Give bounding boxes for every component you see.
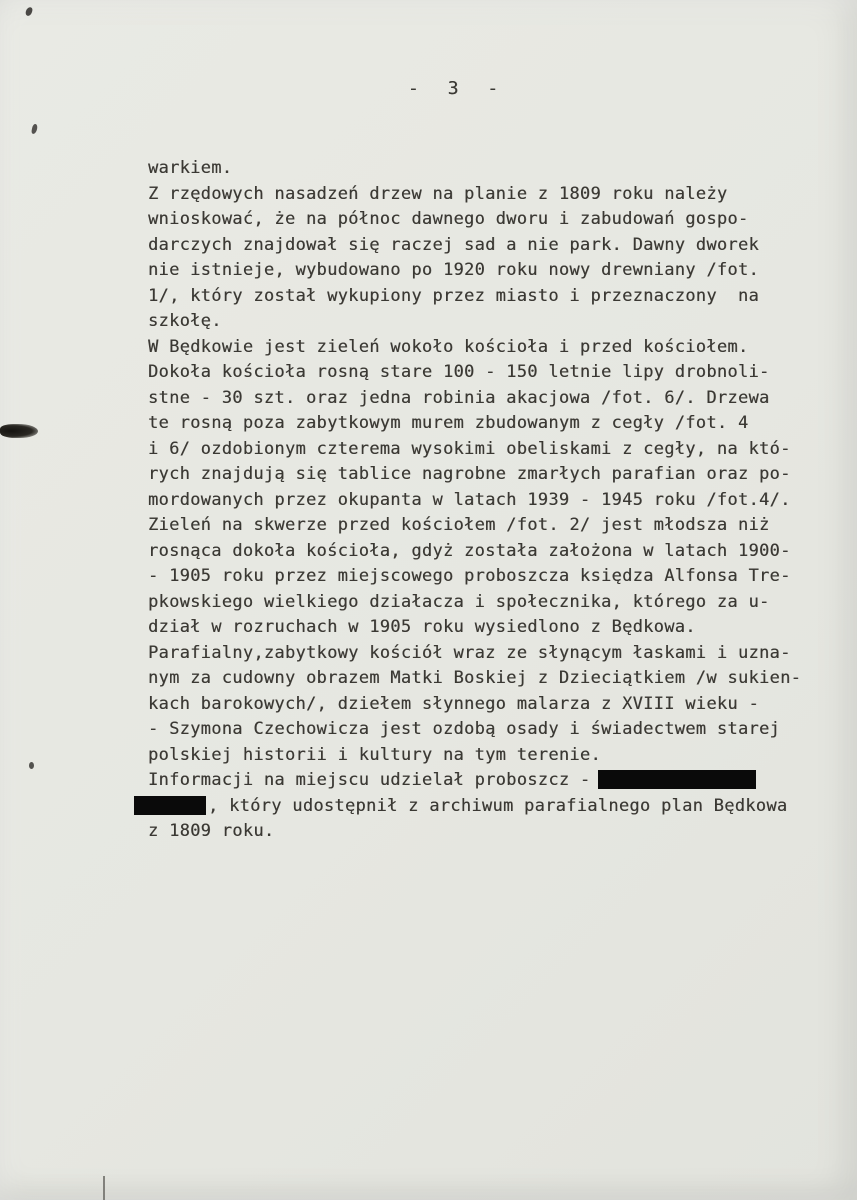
text-line: rosnąca dokoła kościoła, gdyż została założona w latach 1900- bbox=[148, 540, 791, 561]
text-line: darczych znajdował się raczej sad a nie park. Dawny dworek bbox=[148, 234, 760, 255]
text-line: Parafialny,zabytkowy kościół wraz ze słynącym łaskami i uzna- bbox=[148, 642, 791, 663]
text-line: 1/, który został wykupiony przez miasto i przeznaczony na bbox=[148, 285, 760, 306]
text-line-with-redaction bbox=[148, 794, 820, 820]
redaction-bar bbox=[134, 796, 206, 815]
scan-artifact-mark bbox=[31, 124, 38, 135]
text-line: Zieleń na skwerze przed kościołem /fot. 2/ jest młodsza niż bbox=[148, 515, 770, 535]
text-line: dział w rozruchach w 1905 roku wysiedlono z Będkowa. bbox=[148, 617, 696, 637]
text-line: szkołę. bbox=[148, 311, 222, 331]
text-line-with-redaction bbox=[148, 768, 820, 794]
text-line: Dokoła kościoła rosną stare 100 - 150 letnie lipy drobnoli- bbox=[148, 362, 770, 382]
text-segment: Informacji na miejscu udzielał proboszcz - bbox=[148, 770, 591, 790]
text-line: W Będkowie jest zieleń wokoło kościoła i przed kościołem. bbox=[148, 336, 749, 357]
scan-artifact-speck bbox=[25, 6, 33, 16]
text-line: pkowskiego wielkiego działacza i społecznika, którego za u- bbox=[148, 591, 770, 612]
text-line: - 1905 roku przez miejscowego proboszcza księdza Alfonsa Tre- bbox=[148, 566, 791, 586]
text-line: Z rzędowych nasadzeń drzew na planie z 1809 roku należy bbox=[148, 183, 728, 204]
text-line: stne - 30 szt. oraz jedna robinia akacjowa /fot. 6/. Drzewa bbox=[148, 387, 770, 408]
text-line: polskiej historii i kultury na tym terenie. bbox=[148, 744, 601, 765]
scan-artifact-line bbox=[103, 1176, 105, 1200]
text-line: i 6/ ozdobionym czterema wysokimi obeliskami z cegły, na któ- bbox=[148, 438, 791, 459]
text-segment: , który udostępnił z archiwum parafialnego plan Będkowa bbox=[208, 795, 788, 816]
text-line: rych znajdują się tablice nagrobne zmarłych parafian oraz po- bbox=[148, 464, 791, 484]
text-line: wnioskować, że na północ dawnego dworu i zabudowań gospo- bbox=[148, 209, 749, 229]
text-line: - Szymona Czechowicza jest ozdobą osady i świadectwem starej bbox=[148, 719, 781, 739]
text-line: nym za cudowny obrazem Matki Boskiej z Dzieciątkiem /w sukien- bbox=[148, 668, 802, 688]
scan-artifact-smudge bbox=[0, 424, 38, 438]
text-line: nie istnieje, wybudowano po 1920 roku nowy drewniany /fot. bbox=[148, 260, 760, 280]
text-line: z 1809 roku. bbox=[148, 821, 275, 841]
text-line: warkiem. bbox=[148, 158, 233, 178]
text-line: kach barokowych/, dziełem słynnego malarza z XVIII wieku - bbox=[148, 693, 760, 714]
document-text-block bbox=[148, 156, 820, 845]
scan-artifact-dot bbox=[29, 762, 34, 769]
redaction-bar bbox=[598, 770, 756, 789]
text-line: te rosną poza zabytkowym murem zbudowanym z cegły /fot. 4 bbox=[148, 413, 749, 433]
text-line: mordowanych przez okupanta w latach 1939 - 1945 roku /fot.4/. bbox=[148, 489, 791, 510]
page-number: - 3 - bbox=[407, 78, 508, 99]
